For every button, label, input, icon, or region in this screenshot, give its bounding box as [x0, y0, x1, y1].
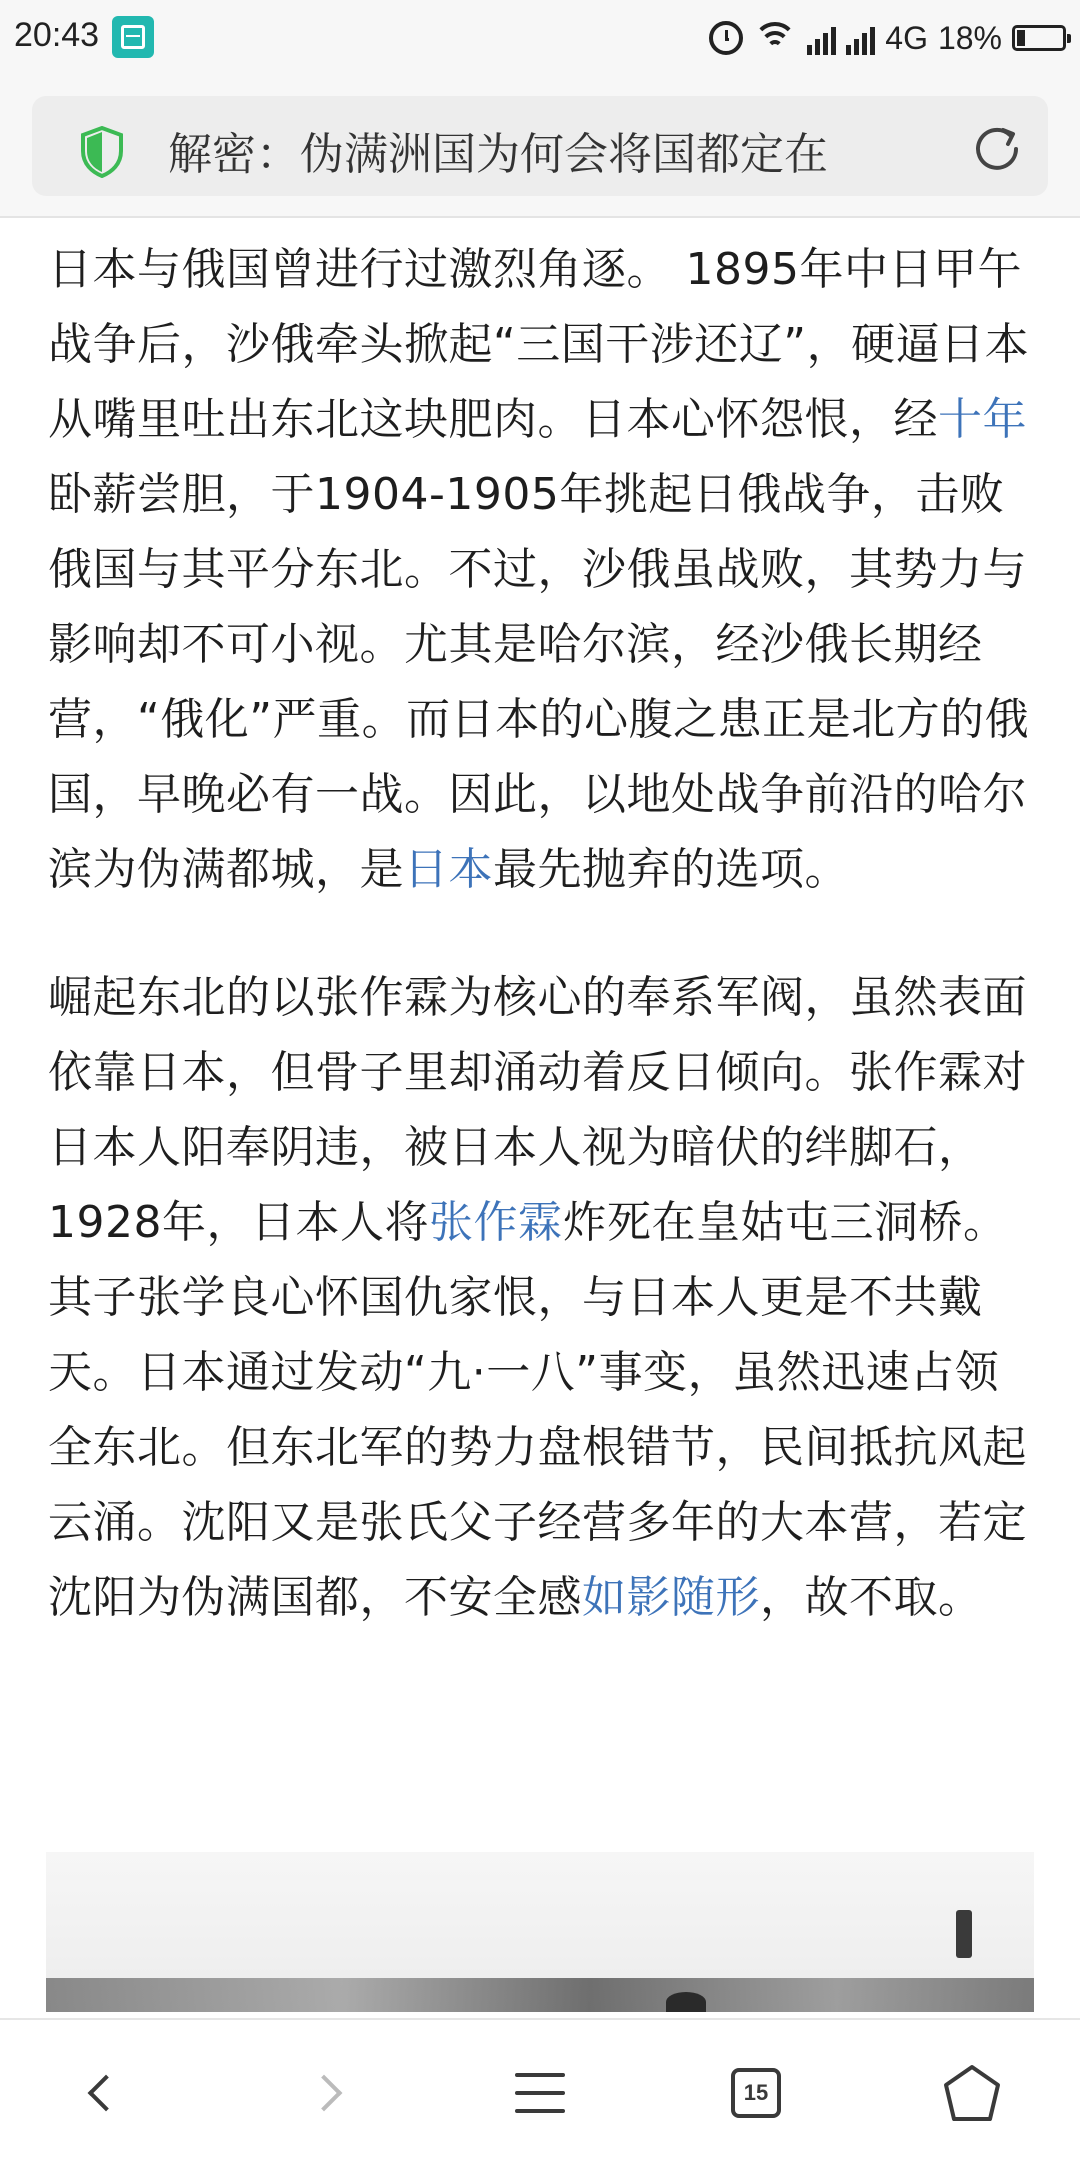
home-icon	[942, 2063, 1002, 2123]
shield-icon	[80, 126, 124, 178]
article-text: 崛起东北的以张作霖为核心的奉系军阀，虽然表面依靠日本，但骨子里却涌动着反日倾向。张作霖对日本人阳奉阴违，被日本人视为暗伏的绊脚石，1928年，日本人将	[48, 972, 1027, 1248]
article-text: 最先抛弃的选项。	[493, 844, 849, 895]
home-button[interactable]	[922, 2048, 1022, 2138]
article-link[interactable]: 如影随形	[582, 1572, 760, 1623]
paragraph-1	[48, 232, 1038, 907]
chevron-right-icon	[306, 2075, 343, 2112]
signal-icon	[807, 21, 836, 55]
page-title: 解密：伪满洲国为何会将国都定在	[168, 129, 828, 180]
article-link[interactable]: 日本	[404, 844, 493, 895]
article-text: 卧薪尝胆，于1904-1905年挑起日俄战争，击败俄国与其平分东北。不过，沙俄虽战败，其势力与影响却不可小视。尤其是哈尔滨，经沙俄长期经营，“俄化”严重。而日本的心腹之患正是北方的俄国，早晚必有一战。因此，以地处战争前沿的哈尔滨为伪满都城，是	[48, 469, 1030, 895]
article-link[interactable]: 十年	[938, 394, 1027, 445]
status-bar	[0, 0, 1080, 78]
article-body	[48, 232, 1038, 1688]
forward-button[interactable]	[274, 2048, 374, 2138]
refresh-icon[interactable]	[970, 122, 1024, 176]
paragraph-2	[48, 960, 1038, 1635]
tabs-button[interactable]	[706, 2048, 806, 2138]
address-bar[interactable]	[32, 96, 1048, 196]
article-link[interactable]: 张作霖	[428, 1197, 563, 1248]
network-type: 4G	[885, 19, 928, 56]
menu-icon	[515, 2073, 565, 2113]
back-button[interactable]	[56, 2048, 156, 2138]
tabs-count: 15	[731, 2068, 781, 2118]
battery-icon	[1012, 25, 1066, 51]
article-image	[46, 1852, 1034, 2012]
browser-header	[0, 78, 1080, 218]
status-time: 20:43	[14, 16, 100, 54]
bottom-nav	[0, 2018, 1080, 2162]
scan-icon	[112, 16, 154, 58]
chevron-left-icon	[88, 2075, 125, 2112]
status-icons	[709, 14, 1066, 62]
wifi-icon	[753, 20, 797, 56]
alarm-icon	[709, 21, 743, 55]
article-text: ，故不取。	[760, 1572, 983, 1623]
signal-icon-2	[846, 21, 875, 55]
article-text: 炸死在皇姑屯三洞桥。其子张学良心怀国仇家恨，与日本人更是不共戴天。日本通过发动“九·一八”事变，虽然迅速占领全东北。但东北军的势力盘根错节，民间抵抗风起云涌。沈阳又是张氏父子经营多年的大本营，若定沈阳为伪满国都，不安全感	[48, 1197, 1027, 1623]
article-text: 日本与俄国曾进行过激烈角逐。 1895年中日甲午战争后，沙俄牵头掀起“三国干涉还辽”，硬逼日本从嘴里吐出东北这块肥肉。日本心怀怨恨，经	[48, 244, 1030, 445]
battery-percent: 18%	[937, 19, 1002, 56]
menu-button[interactable]	[490, 2048, 590, 2138]
